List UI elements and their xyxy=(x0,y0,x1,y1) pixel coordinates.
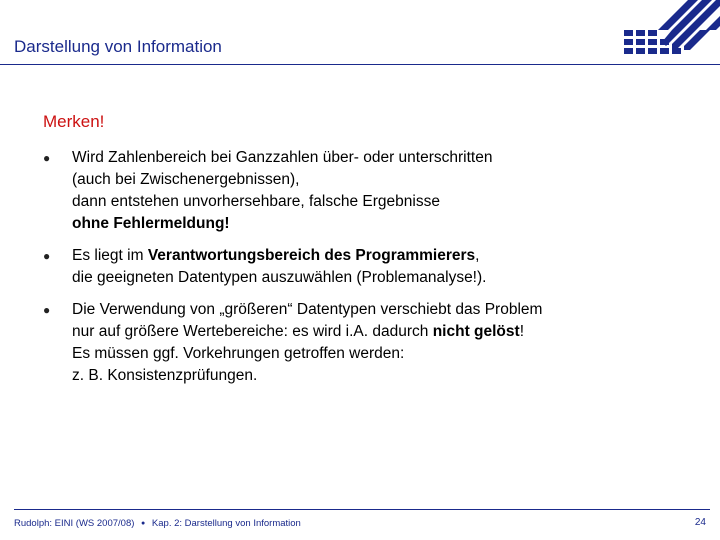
bullet-line: (auch bei Zwischenergebnissen), xyxy=(72,171,300,188)
bullet-line: dann entstehen unvorhersehbare, falsche Ergebnisse xyxy=(72,193,440,210)
bullet-line xyxy=(72,321,683,343)
footer-author: Rudolph: EINI (WS 2007/08) xyxy=(14,518,135,529)
bullet-item-overflow xyxy=(43,147,683,235)
bullet-line xyxy=(72,245,683,267)
bullet-line: Es müssen ggf. Vorkehrungen getroffen werden: xyxy=(72,345,405,362)
page-number: 24 xyxy=(694,517,706,528)
note-heading: Merken! xyxy=(43,112,105,131)
footer-chapter: Kap. 2: Darstellung von Information xyxy=(151,518,301,529)
bullet-dot-icon: ● xyxy=(43,249,51,263)
footer-separator-icon: ● xyxy=(141,520,146,527)
slide-title: Darstellung von Information xyxy=(14,37,222,56)
bullet-dot-icon: ● xyxy=(43,303,51,317)
bullet-item-larger-types xyxy=(43,299,683,387)
university-logo-icon xyxy=(618,0,720,66)
bullet-text-emphasis: nicht gelöst xyxy=(432,323,520,340)
bullet-list xyxy=(43,147,683,397)
bullet-text: , xyxy=(475,247,480,264)
bullet-text: nur auf größere Wertebereiche: es wird i.A. dadurch xyxy=(72,323,433,340)
bullet-text-emphasis: Verantwortungsbereich des Programmierers xyxy=(147,247,476,264)
bullet-line: z. B. Konsistenzprüfungen. xyxy=(72,367,258,384)
bullet-item-responsibility xyxy=(43,245,683,289)
bullet-line: die geeigneten Datentypen auszuwählen (Problemanalyse!). xyxy=(72,269,487,286)
footer-divider xyxy=(14,509,710,510)
bullet-line: Die Verwendung von „größeren“ Datentypen verschiebt das Problem xyxy=(72,301,543,318)
bullet-line-emphasis: ohne Fehlermeldung! xyxy=(72,215,230,232)
bullet-line: Wird Zahlenbereich bei Ganzzahlen über- oder unterschritten xyxy=(72,149,493,166)
bullet-text: Es liegt im xyxy=(72,247,148,264)
bullet-dot-icon: ● xyxy=(43,151,51,165)
bullet-text: ! xyxy=(519,323,524,340)
title-divider xyxy=(0,64,720,65)
footer-info xyxy=(14,518,301,529)
